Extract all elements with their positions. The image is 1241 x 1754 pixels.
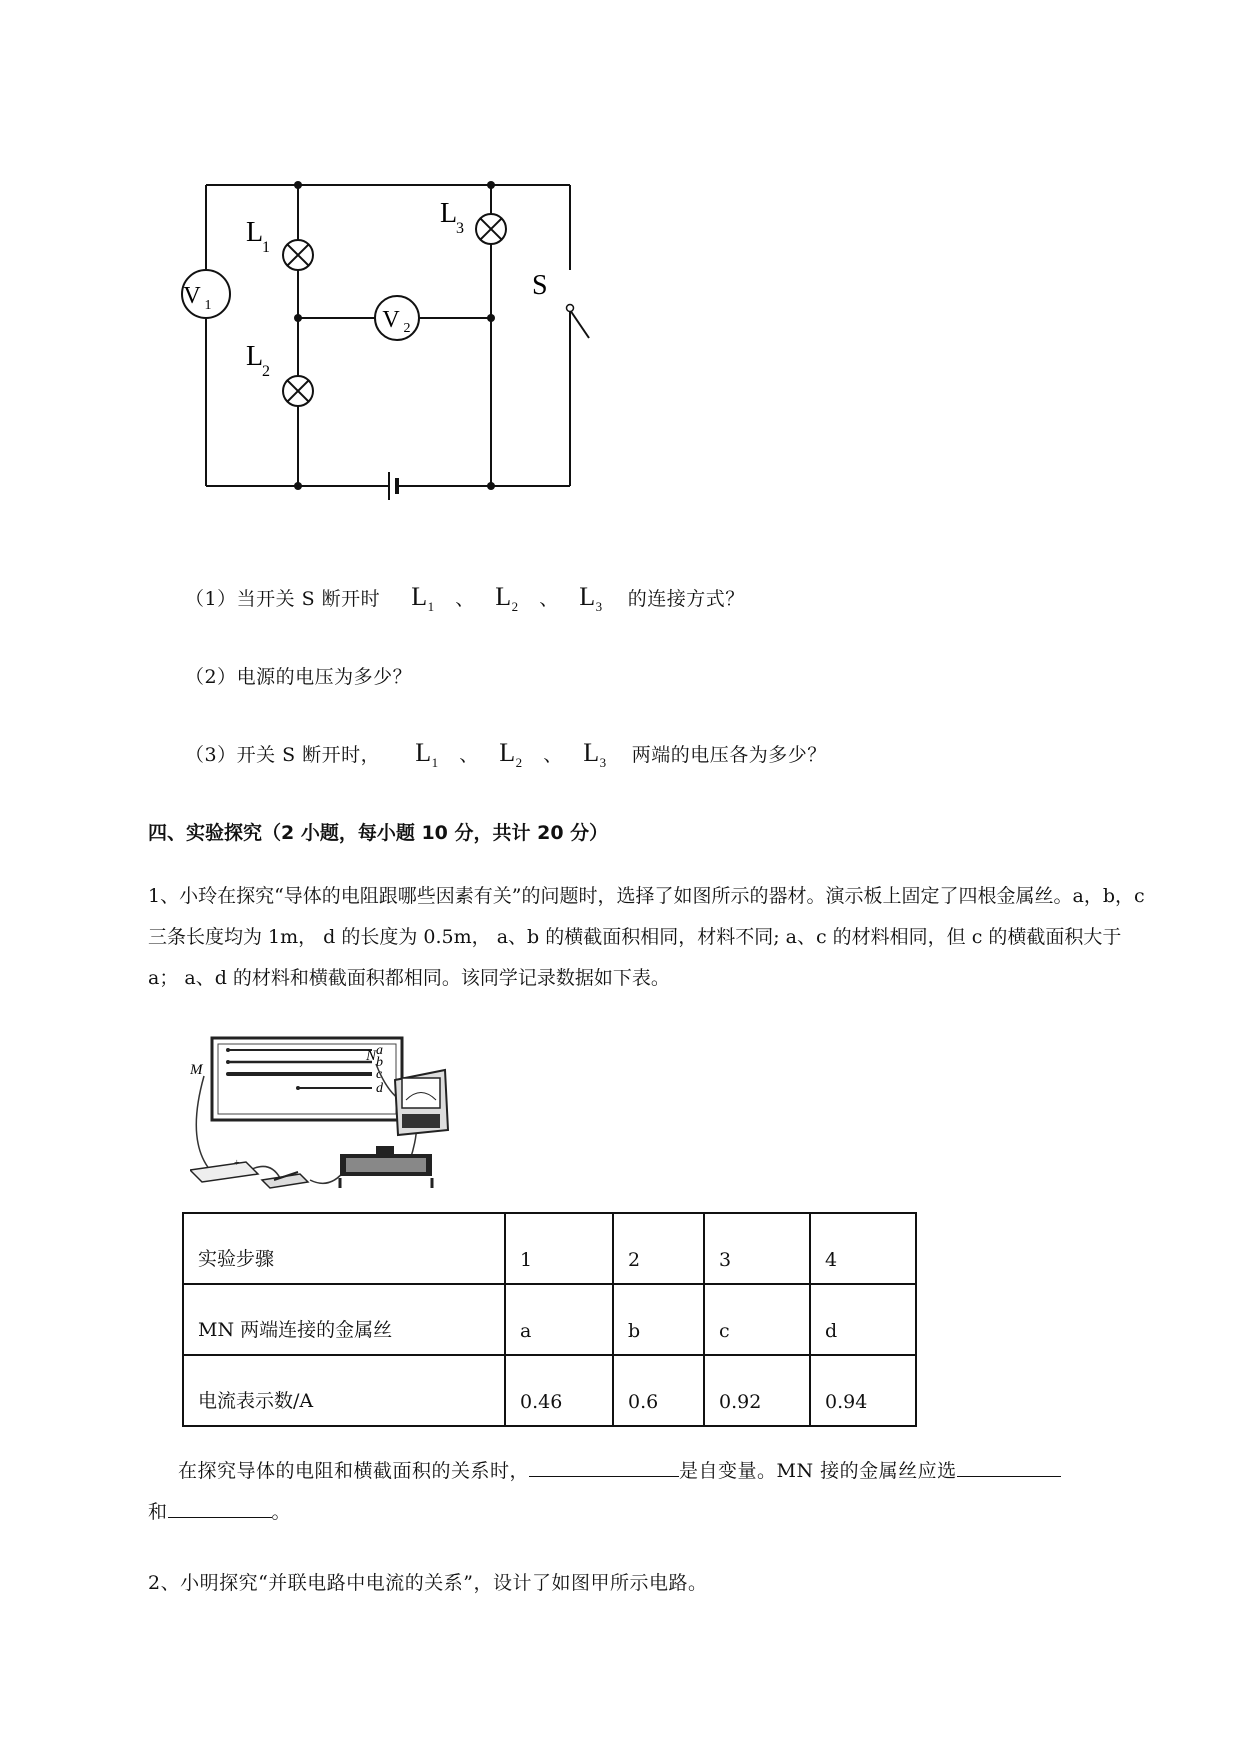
l1-subscript: 1 [262, 239, 270, 256]
l3-subscript: 3 [456, 220, 464, 237]
table-cell: d [810, 1284, 916, 1355]
var-l2: $L_2$ [495, 582, 519, 614]
blank-answer-3[interactable] [168, 1497, 272, 1518]
var-l1: $L_1$ [411, 582, 435, 614]
table-row [183, 1284, 916, 1355]
question-3 [185, 738, 827, 771]
label-a: a [376, 1043, 383, 1058]
rheostat [340, 1146, 432, 1188]
table-row [183, 1355, 916, 1426]
label-n: N [366, 1048, 377, 1064]
v2-subscript: 2 [403, 321, 411, 336]
table-cell: MN 两端连接的金属丝 [183, 1284, 505, 1355]
table-cell: 电流表示数/A [183, 1355, 505, 1426]
v1-label: V [183, 283, 201, 309]
svg-text:+: + [234, 1158, 240, 1169]
l2-subscript: 2 [262, 363, 270, 380]
table-row [183, 1213, 916, 1284]
table-cell: 0.46 [505, 1355, 613, 1426]
table-cell: 1 [505, 1213, 613, 1284]
v2-label: V [382, 307, 400, 333]
fill-blank-line-2: 和 。 [148, 1497, 291, 1524]
var-l1: $L_1$ [415, 738, 439, 770]
lamp-l1 [283, 240, 313, 270]
table-cell: 2 [613, 1213, 704, 1284]
circuit-diagram [150, 160, 600, 520]
separator: 、 [459, 744, 479, 766]
separator: 、 [543, 744, 563, 766]
data-table [182, 1212, 917, 1427]
table-cell: 实验步骤 [183, 1213, 505, 1284]
label-m: M [190, 1062, 203, 1078]
table-cell: c [704, 1284, 810, 1355]
table-cell: a [505, 1284, 613, 1355]
var-l3: $L_3$ [583, 738, 607, 770]
ammeter [395, 1070, 448, 1135]
svg-text:−: − [210, 1162, 216, 1173]
label-c: c [376, 1067, 383, 1082]
question-1 [185, 582, 745, 615]
separator: 、 [539, 588, 559, 610]
switch-device [262, 1172, 308, 1188]
table-cell: 0.94 [810, 1355, 916, 1426]
label-b: b [376, 1055, 383, 1070]
table-cell: 0.6 [613, 1355, 704, 1426]
table-cell: b [613, 1284, 704, 1355]
label-d: d [376, 1081, 383, 1096]
table-cell: 3 [704, 1213, 810, 1284]
question-3-suffix: 两端的电压各为多少？ [631, 744, 827, 766]
blank-answer-2[interactable] [957, 1456, 1061, 1477]
l2-label: L [246, 341, 264, 372]
lamp-l2 [283, 376, 313, 406]
problem-2-text: 2、小明探究“并联电路中电流的关系”，设计了如图甲所示电路。 [148, 1572, 708, 1594]
problem-1-text: 1、小玲在探究“导体的电阻跟哪些因素有关”的问题时，选择了如图所示的器材。演示板上固定了四根金属丝。a，b，c 三条长度均为 1m， d 的长度为 0.5m， a、b 的横截面积相同，材料不同; a、c 的材料相同，但 c 的横截面积大于 a； a、d 的材料和横截面积都相同。该同学记录数据如下表。 [148, 885, 1145, 989]
l1-label: L [246, 217, 264, 248]
question-1-suffix: 的连接方式？ [627, 588, 745, 610]
blank-answer-1[interactable] [529, 1456, 679, 1477]
lamp-l3 [476, 214, 506, 244]
question-3-prefix: （3）开关 S 断开时， [185, 744, 381, 766]
battery-box [190, 1158, 258, 1182]
fill-blank-line-1: 在探究导体的电阻和横截面积的关系时， 是自变量。MN 接的金属丝应选 [178, 1456, 1061, 1483]
l3-label: L [440, 198, 458, 229]
v1-subscript: 1 [204, 298, 212, 313]
table-cell: 4 [810, 1213, 916, 1284]
switch-label: S [532, 270, 548, 301]
apparatus-figure [190, 1030, 510, 1210]
question-1-prefix: （1）当开关 S 断开时 [185, 588, 381, 610]
var-l3: $L_3$ [579, 582, 603, 614]
question-2: （2）电源的电压为多少？ [185, 666, 413, 688]
var-l2: $L_2$ [499, 738, 523, 770]
table-cell: 0.92 [704, 1355, 810, 1426]
section-heading: 四、实验探究（2 小题，每小题 10 分，共计 20 分） [148, 822, 609, 844]
separator: 、 [455, 588, 475, 610]
